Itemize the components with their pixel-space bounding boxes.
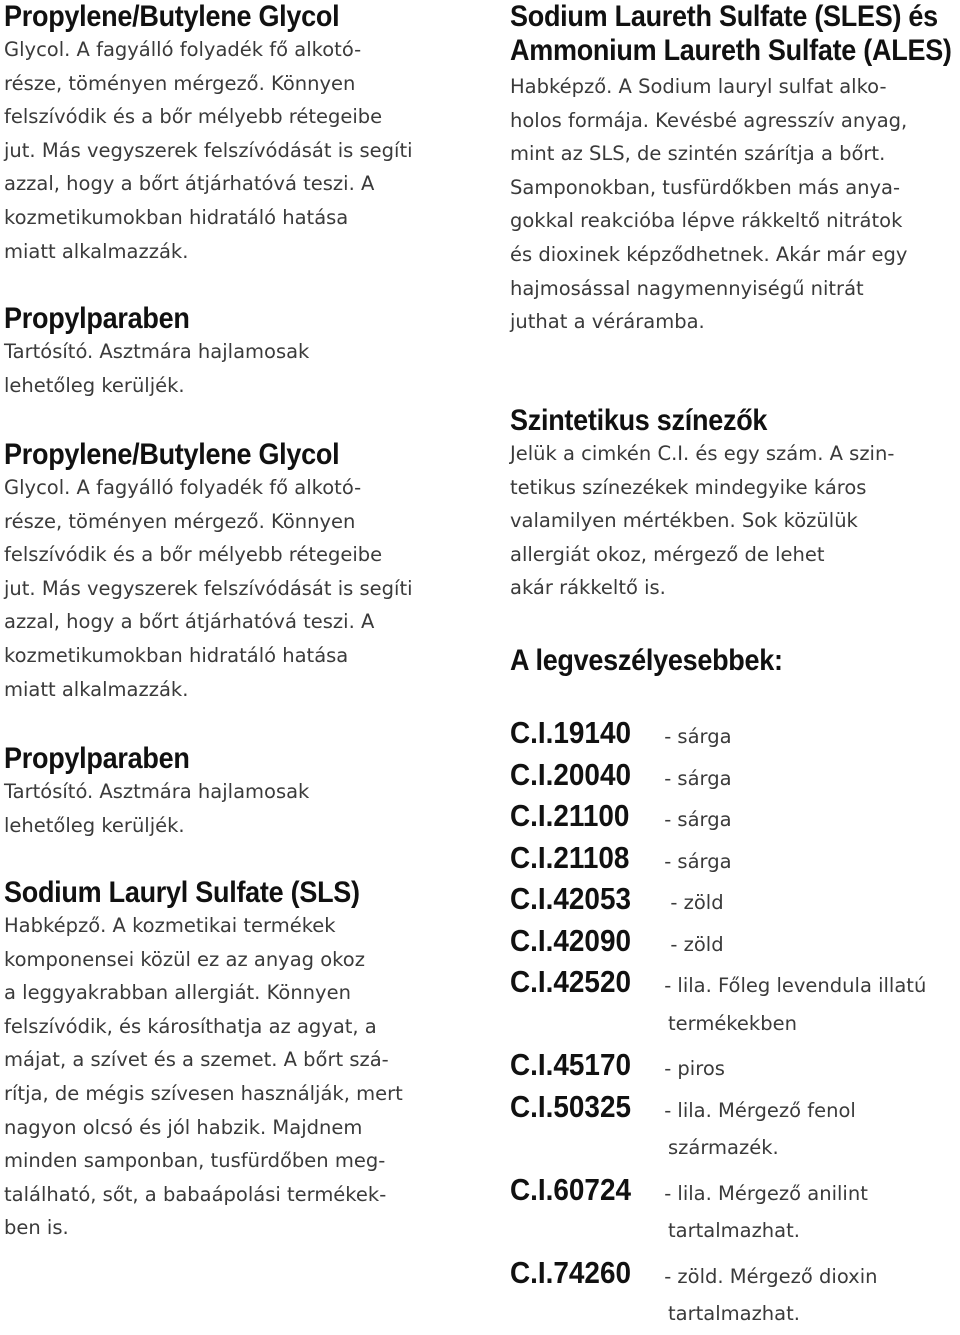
colorant-description: - zöld [658, 891, 724, 914]
section-body [4, 471, 474, 706]
body-line: juthat a véráramba. [510, 310, 705, 334]
section-sodium-laureth-sulfate [510, 0, 956, 339]
colorant-code: C.I.42053 [510, 881, 631, 916]
colorant-item [510, 920, 956, 962]
body-line: része, töményen mérgező. Könnyen [4, 509, 356, 533]
colorant-item [510, 837, 956, 879]
section-body [510, 437, 956, 605]
body-line: és dioxinek képződhetnek. Akár már egy [510, 242, 908, 266]
colorant-code: C.I.19140 [510, 715, 631, 750]
colorant-description: - lila. Főleg levendula illatú [658, 974, 927, 997]
section-propylene-glycol-2 [4, 438, 474, 706]
colorant-description: - sárga [658, 849, 732, 873]
body-line: Jelük a cimkén C.I. és egy szám. A szin- [510, 442, 895, 465]
body-line: májat, a szívet és a szemet. A bőrt szá- [4, 1048, 389, 1072]
body-line: jut. Más vegyszerek felszívódását is segíti [4, 576, 413, 600]
body-line: Tartósító. Asztmára hajlamosak [4, 780, 310, 803]
section-body [4, 775, 474, 842]
body-line: lehetőleg kerüljék. [4, 813, 185, 837]
colorant-code: C.I.42090 [510, 922, 631, 958]
colorant-code: C.I.45170 [510, 1047, 631, 1082]
body-line: minden samponban, tusfürdőben meg- [4, 1149, 386, 1173]
section-propylene-glycol-1 [4, 0, 474, 268]
colorant-description-continuation: tartalmazhat. [668, 1219, 800, 1242]
colorant-description-continuation: termékekben [668, 1011, 797, 1035]
section-propylparaben-2 [4, 742, 474, 842]
colorant-item [510, 712, 956, 754]
body-line: nagyon olcsó és jól habzik. Majdnem [4, 1115, 363, 1139]
colorant-description: - zöld [658, 932, 724, 956]
colorant-item [510, 754, 956, 796]
colorant-item [510, 878, 956, 920]
body-line: Tartósító. Asztmára hajlamosak [4, 340, 310, 363]
section-body [4, 33, 474, 268]
section-title: Propylene/Butylene Glycol [4, 0, 340, 33]
body-line: Glycol. A fagyálló folyadék fő alkotó- [4, 38, 362, 61]
body-line: ben is. [4, 1216, 69, 1240]
colorant-description: - zöld. Mérgező dioxin [658, 1264, 878, 1288]
section-body [4, 909, 474, 1245]
body-line: felszívódik, és károsíthatja az agyat, a [4, 1014, 377, 1038]
body-line: felszívódik és a bőr mélyebb rétegeibe [4, 105, 383, 129]
body-line: Habképző. A kozmetikai termékek [4, 914, 336, 937]
section-body [510, 70, 956, 339]
body-line: azzal, hogy a bőrt átjárhatóvá teszi. A [4, 172, 375, 196]
colorant-code: C.I.50325 [510, 1088, 631, 1124]
body-line: része, töményen mérgező. Könnyen [4, 71, 356, 95]
body-line: jut. Más vegyszerek felszívódását is segíti [4, 138, 413, 162]
colorant-description: - sárga [658, 766, 732, 790]
colorant-code: C.I.60724 [510, 1171, 631, 1207]
colorant-description: - lila. Mérgező fenol [658, 1098, 856, 1122]
colorant-description-continuation: származék. [668, 1136, 779, 1159]
section-title: Sodium Laureth Sulfate (SLES) és Ammonium Laureth Sulfate (ALES) [510, 0, 952, 67]
body-line: allergiát okoz, mérgező de lehet [510, 542, 825, 566]
colorant-description: - sárga [658, 725, 732, 748]
body-line: Glycol. A fagyálló folyadék fő alkotó- [4, 476, 362, 499]
body-line: rítja, de mégis szívesen használják, mert [4, 1081, 403, 1105]
colorant-item [510, 1044, 956, 1086]
body-line: kozmetikumokban hidratáló hatása [4, 205, 349, 229]
body-line: holos formája. Kevésbé agresszív anyag, [510, 108, 908, 132]
section-title: Propylparaben [4, 742, 190, 775]
body-line: valamilyen mértékben. Sok közülük [510, 509, 858, 533]
body-line: kozmetikumokban hidratáló hatása [4, 643, 349, 667]
colorant-item [510, 1252, 956, 1294]
section-title: Sodium Lauryl Sulfate (SLS) [4, 876, 360, 909]
body-line: azzal, hogy a bőrt átjárhatóvá teszi. A [4, 610, 375, 634]
body-line: akár rákkeltő is. [510, 576, 666, 600]
section-title: Szintetikus színezők [510, 404, 768, 437]
body-line: található, sőt, a babaápolási termékek- [4, 1182, 387, 1206]
section-title: Propylene/Butylene Glycol [4, 438, 340, 471]
colorant-item [510, 795, 956, 837]
colorant-code: C.I.42520 [510, 964, 631, 999]
body-line: hajmosással nagymennyiségű nitrát [510, 276, 864, 300]
colorant-code: C.I.21108 [510, 839, 630, 875]
section-title: Propylparaben [4, 302, 190, 335]
colorant-code: C.I.20040 [510, 756, 631, 792]
colorant-code: C.I.21100 [510, 798, 630, 833]
section-body [4, 335, 474, 402]
colorant-list [510, 712, 956, 1335]
colorant-description-continuation: tartalmazhat. [668, 1302, 800, 1325]
body-line: lehetőleg kerüljék. [4, 373, 185, 397]
section-sodium-lauryl-sulfate [4, 876, 474, 1245]
section-propylparaben-1 [4, 302, 474, 402]
body-line: mint az SLS, de szintén szárítja a bőrt. [510, 142, 886, 166]
colorant-description: - lila. Mérgező anilint [658, 1181, 868, 1205]
body-line: komponensei közül ez az anyag okoz [4, 947, 365, 971]
body-line: gokkal reakcióba lépve rákkeltő nitrátok [510, 209, 903, 233]
colorant-description: - sárga [658, 808, 732, 831]
body-line: felszívódik és a bőr mélyebb rétegeibe [4, 543, 383, 567]
body-line: miatt alkalmazzák. [4, 677, 189, 701]
body-line: miatt alkalmazzák. [4, 239, 189, 263]
body-line: Habképző. A Sodium lauryl sulfat alko- [510, 75, 887, 98]
colorant-item [510, 961, 956, 1003]
section-synthetic-colorants [510, 404, 956, 605]
colorant-code: C.I.74260 [510, 1254, 631, 1290]
colorant-description: - piros [658, 1057, 725, 1080]
body-line: a leggyakrabban allergiát. Könnyen [4, 981, 351, 1005]
colorant-item [510, 1169, 956, 1211]
colorant-item [510, 1086, 956, 1128]
body-line: Samponokban, tusfürdőkben más anya- [510, 175, 901, 199]
section-title: A legveszélyesebbek: [510, 644, 783, 677]
section-most-dangerous [510, 644, 956, 1335]
body-line: tetikus színezékek mindegyike káros [510, 475, 867, 499]
